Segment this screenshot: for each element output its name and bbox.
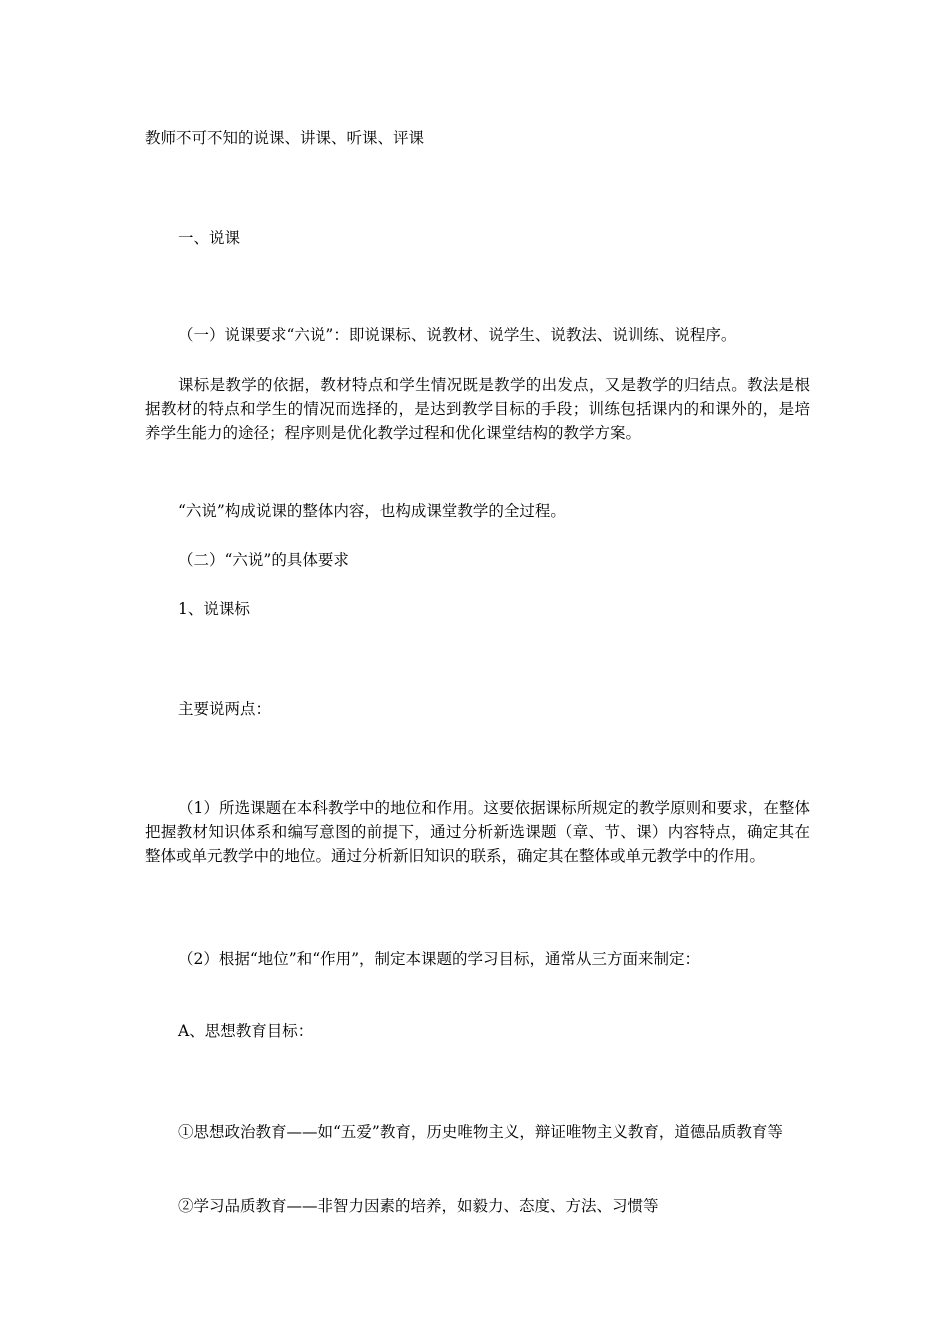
paragraph-point-2: （2）根据“地位”和“作用”，制定本课题的学习目标，通常从三方面来制定： — [178, 950, 701, 968]
subsection-heading-requirements: （二）“六说”的具体要求 — [178, 551, 349, 569]
paragraph-point-1: （1）所选课题在本科教学中的地位和作用。这要依据课标所规定的教学原则和要求，在整体把握教材知识体系和编写意图的前提下，通过分析新选课题（章、节、课）内容特点，确定其在整体或单元教学中的地位。通过分析新旧知识的联系，确定其在整体或单元教学中的作用。 — [145, 799, 810, 865]
subsection-heading-liushuo: （一）说课要求“六说”：即说课标、说教材、说学生、说教法、说训练、说程序。 — [178, 326, 737, 344]
paragraph-kebiao: 课标是教学的依据，教材特点和学生情况既是教学的出发点，又是教学的归结点。教法是根据教材的特点和学生的情况而选择的，是达到教学目标的手段；训练包括课内的和课外的，是培养学生能力的途径；程序则是优化教学过程和优化课堂结构的教学方案。 — [145, 376, 810, 442]
paragraph-goal-a: A、思想教育目标： — [178, 1022, 314, 1040]
list-item-learning-quality: ②学习品质教育——非智力因素的培养，如毅力、态度、方法、习惯等 — [178, 1197, 659, 1215]
item-heading-shuokebiao: 1、说课标 — [178, 600, 250, 618]
list-item-political-education: ①思想政治教育——如“五爱”教育，历史唯物主义，辩证唯物主义教育，道德品质教育等 — [178, 1123, 783, 1141]
paragraph-liushuo-whole: “六说”构成说课的整体内容，也构成课堂教学的全过程。 — [178, 502, 566, 520]
section-heading-shuoke: 一、说课 — [178, 229, 241, 247]
document-title: 教师不可不知的说课、讲课、听课、评课 — [145, 129, 425, 147]
paragraph-two-points: 主要说两点： — [178, 700, 272, 718]
